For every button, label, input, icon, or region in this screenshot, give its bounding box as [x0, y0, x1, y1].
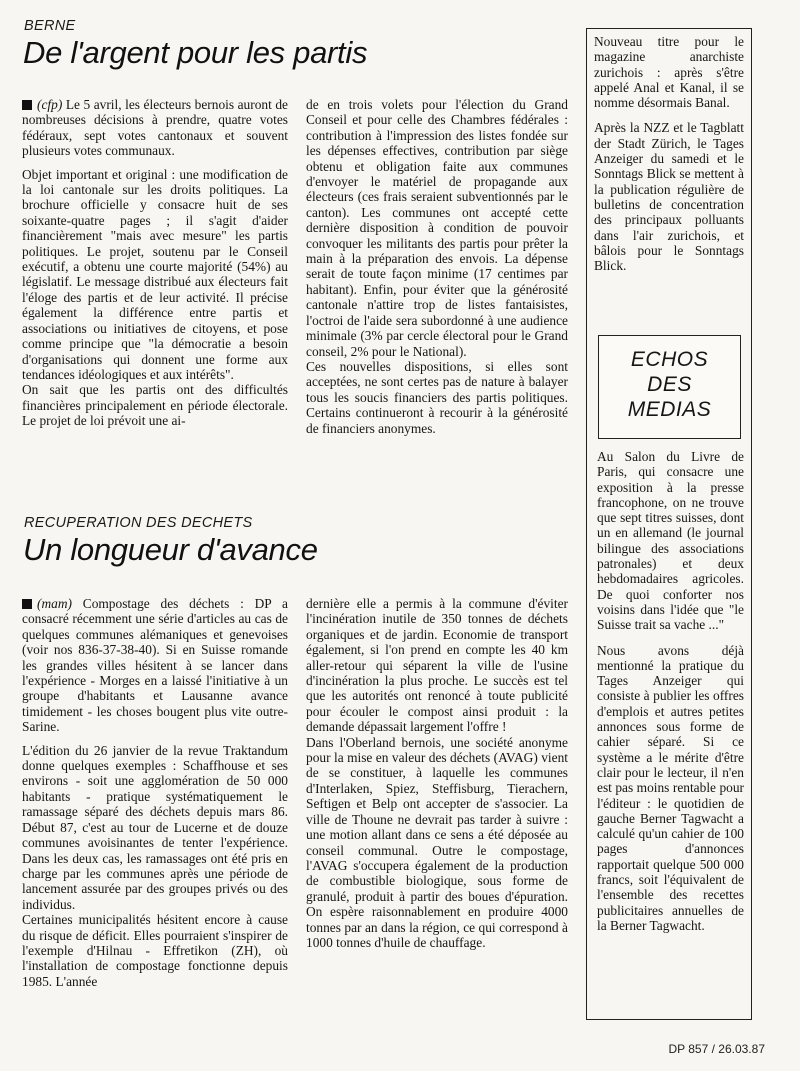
sidebar-title-line: DES: [647, 373, 692, 396]
page-folio: DP 857 / 26.03.87: [668, 1042, 765, 1056]
sidebar-item: Nous avons déjà mentionné la pratique du Tages Anzeiger qui consiste à publier les offres d'emplois et autres petites annonces sous forme de cahier séparé. Si ce système a le mérite d'être clair pour le lecteur, il n'en est pas moins rentable pour l'éditeur : le quotidien de gauche Berner Tagwacht a calculé qu'un cahier de 100 pages d'annonces rapportait quelque 500 000 francs, soit l'équivalent de l'ensemble des recettes publicitaires annuelles de la Berner Tagwacht.: [597, 642, 744, 933]
sidebar-top-text: [594, 34, 744, 283]
article1-paragraph: [22, 97, 288, 159]
article2-paragraph: L'édition du 26 janvier de la revue Traktandum donne quelques exemples : Schaffhouse et ses environs - soit une agglomération de 50 000 habitants - pratique systématiquement le ramassage séparé des déchets depuis mars 86. Début 87, c'est au tour de Lucerne et de douze communes avoisinantes de tenter l'expérience. Dans les deux cas, les ramassages ont été pris en charge par les communes après une période de lancement assurée par des groupes privés ou des individus.: [22, 742, 288, 912]
article2-kicker: RECUPERATION DES DECHETS: [24, 515, 253, 531]
article2-paragraph: Dans l'Oberland bernois, une société anonyme pour la mise en valeur des déchets (AVAG) vient de se constituer, à laquelle les communes d'Interlaken, Spiez, Steffisburg, Tierachern, Seftigen et Belp ont accepter de s'associer. La ville de Thoune ne devrait pas tarder à suivre : une motion allant dans ce sens a été déposée au conseil communal. Outre le compostage, l'AVAG s'occupera également de la production de combustible biologique, sous forme de granulé, produit à partir des boues d'épuration. On espère raisonnablement en produire 4000 tonnes par an dans la région, ce qui correspond à 1000 tonnes d'huile de chauffage.: [306, 734, 568, 950]
sidebar-title-line: MEDIAS: [627, 398, 712, 421]
article2-column-2: [306, 596, 568, 958]
article1-paragraph: Ces nouvelles dispositions, si elles sont acceptées, ne sont certes pas de nature à balayer tous les soucis financiers des partis politiques. Certains continueront à recourir à la générosité de financiers anonymes.: [306, 358, 568, 436]
article1-paragraph: Objet important et original : une modification de la loi cantonale sur les droits politiques. La brochure officielle y consacre huit de ses soixante-quatre pages ; il s'agit d'aider financièrement "mais avec mesure" les partis politiques. Le projet, soutenu par le Conseil exécutif, a obtenu une courte majorité (54%) au législatif. Le message distribué aux électeurs fait l'éloge des partis et de leur activité. Il précise également la différence entre partis et associations ou initiatives de citoyens, et pose comme principe que "la démocratie a besoin d'organisations qui donnent une forme aux tendances idéologiques et aux intérêts".: [22, 166, 288, 382]
article2-paragraph: [22, 596, 288, 735]
article2-headline: Un longueur d'avance: [23, 532, 318, 567]
article1-paragraph: de en trois volets pour l'élection du Grand Conseil et pour celle des Chambres fédérales : contribution à l'impression des listes fondée sur les dépenses effectives, contribution par siège obtenu et obligation faite aux communes d'envoyer le matériel de propagande aux électeurs (ces frais seraient subventionnés par le canton). Les communes ont accepté cette dernière disposition à condition de pouvoir convoquer les militants des partis pour prêter la main à la préparation des envois. La dépense serait de toute façon minime (17 centimes par habitant). Enfin, pour éviter que la générosité cantonale n'attire trop de listes fantaisistes, l'octroi de l'aide sera subordonné à une audience minimale (3% par cercle électoral pour le Grand conseil, 2% pour le National).: [306, 97, 568, 359]
article1-paragraph: On sait que les partis ont des difficultés financières principalement en période électorale. Le projet de loi prévoit une ai-: [22, 382, 288, 429]
article2-source: (mam): [37, 596, 72, 611]
sidebar-item: Après la NZZ et le Tagblatt der Stadt Zürich, le Tages Anzeiger du samedi et le Sonntags Blick se mettent à la publication régulière de bulletins de concentration des principaux polluants dans l'air zurichois, et bâlois pour le Sonntags Blick.: [594, 120, 744, 274]
article1-column-2: [306, 97, 568, 444]
article1-text: Le 5 avril, les électeurs bernois auront de nombreuses décisions à prendre, quatre votes fédéraux, sept votes cantonaux et souvent plusieurs votes communaux.: [22, 97, 288, 159]
sidebar-title-line: ECHOS: [630, 348, 709, 371]
sidebar-bottom-text: [597, 449, 744, 943]
article2-column-1: [22, 596, 288, 997]
article1-headline: De l'argent pour les partis: [23, 35, 368, 70]
article2-text: Compostage des déchets : DP a consacré récemment une série d'articles au cas de quelques communes alémaniques et genevoises (voir nos 836-37-38-40). Si en Suisse romande les grandes villes hésitent à se lancer dans l'expérience - Morges en a laissé l'initiative à un groupe d'habitants et Lausanne avance timidement - les choses bougent plus vite outre-Sarine.: [22, 596, 288, 735]
article1-source: (cfp): [37, 97, 63, 112]
echos-des-medias-title: [598, 335, 741, 439]
sidebar-item: Nouveau titre pour le magazine anarchiste zurichois : après s'être appelé Anal et Kanal, il se nomme désormais Banal.: [594, 34, 744, 111]
article1-column-1: [22, 97, 288, 437]
bullet-square-icon: [22, 100, 32, 110]
article2-paragraph: Certaines municipalités hésitent encore à cause du risque de déficit. Elles pourraient s'inspirer de l'exemple d'Hilnau - Effretikon (ZH), où l'installation de compostage fonctionne depuis 1985. L'année: [22, 912, 288, 989]
sidebar-item: Au Salon du Livre de Paris, qui consacre une exposition à la presse francophone, on ne trouve que sept titres suisses, dont un en allemand (le journal bilingue des associations patronales) et deux hebdomadaires agricoles. De quoi conforter nos voisins dans l'idée que "le Suisse trait sa vache ...": [597, 449, 744, 633]
bullet-square-icon: [22, 599, 32, 609]
article1-kicker: BERNE: [24, 18, 76, 34]
article2-paragraph: dernière elle a permis à la commune d'éviter l'incinération inutile de 350 tonnes de déchets organiques et de jardin. Economie de transport également, si l'on prend en compte les 40 km aller-retour qui séparent la ville de l'usine d'incinération la plus proche. Le succès est tel que les autorités ont renoncé à toute publicité pour écouler le compost ainsi produit : la demande dépassait largement l'offre !: [306, 596, 568, 735]
